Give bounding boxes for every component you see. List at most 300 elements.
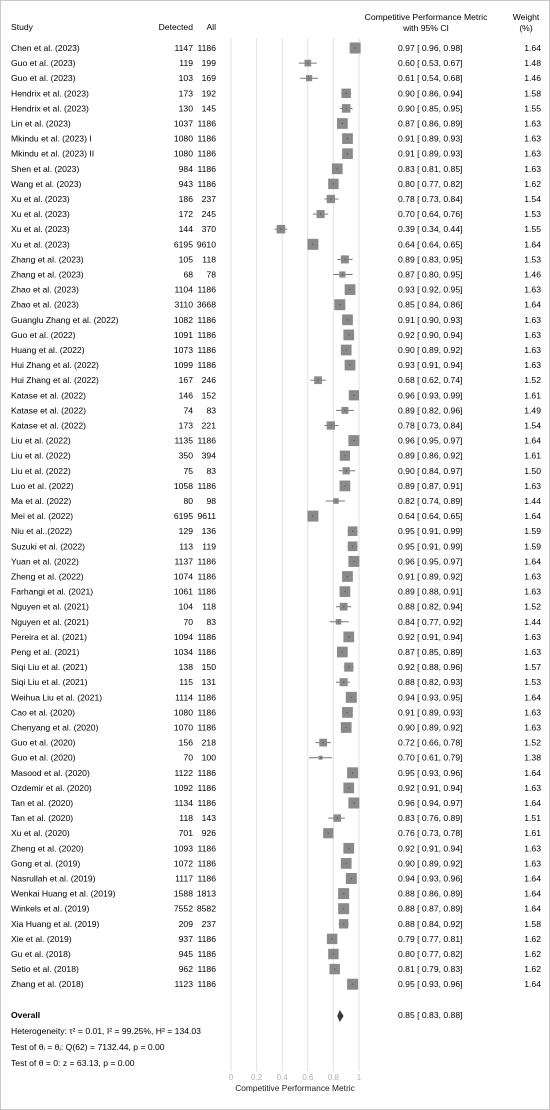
detected-count: 1099 (173, 360, 193, 371)
effect-point (320, 757, 321, 758)
study-name: Hui Zhang et al. (2022) (11, 360, 99, 371)
effect-point (320, 214, 321, 215)
effect-point (353, 802, 354, 803)
weight-text: 1.64 (524, 979, 541, 990)
total-count: 169 (201, 73, 216, 84)
detected-count: 1082 (173, 314, 193, 325)
effect-ci-text: 0.92 [ 0.91, 0.94] (398, 782, 463, 793)
study-name: Shen et al. (2023) (11, 163, 80, 174)
effect-point (343, 908, 344, 909)
effect-ci-text: 0.68 [ 0.62, 0.74] (398, 375, 463, 386)
total-count: 78 (206, 269, 216, 280)
detected-count: 937 (178, 933, 193, 944)
effect-point (353, 561, 354, 562)
detected-count: 75 (183, 465, 193, 476)
weight-text: 1.62 (524, 933, 541, 944)
overall-label: Overall (11, 1010, 41, 1020)
effect-point (333, 183, 334, 184)
effect-point (349, 365, 350, 366)
weight-text: 1.63 (524, 118, 541, 129)
effect-point (346, 863, 347, 864)
study-name: Yuan et al. (2022) (11, 556, 79, 567)
study-name: Chen et al. (2023) (11, 43, 80, 53)
weight-text: 1.58 (524, 918, 541, 929)
study-name: Guo et al. (2023) (11, 73, 76, 84)
detected-count: 119 (179, 58, 193, 69)
weight-text: 1.64 (524, 435, 541, 446)
total-count: 1186 (197, 767, 216, 778)
total-count: 1186 (197, 133, 216, 144)
detected-count: 113 (179, 541, 193, 552)
weight-text: 1.63 (524, 571, 541, 582)
effect-point (312, 244, 313, 245)
detected-count: 7552 (173, 903, 193, 914)
detected-count: 1080 (173, 148, 193, 159)
effect-ci-text: 0.88 [ 0.84, 0.92] (398, 918, 463, 929)
study-name: Mei et al. (2022) (11, 511, 74, 522)
effect-ci-text: 0.91 [ 0.89, 0.93] (398, 148, 463, 159)
effect-ci-text: 0.90 [ 0.89, 0.92] (398, 345, 463, 355)
effect-ci-text: 0.96 [ 0.93, 0.99] (398, 390, 463, 401)
effect-point (353, 440, 354, 441)
total-count: 1186 (197, 314, 216, 325)
weight-text: 1.53 (524, 209, 541, 220)
effect-ci-text: 0.83 [ 0.81, 0.85] (398, 163, 463, 174)
effect-ci-text: 0.85 [ 0.84, 0.86] (398, 299, 463, 310)
effect-ci-text: 0.64 [ 0.64, 0.65] (398, 239, 463, 250)
total-count: 218 (201, 737, 216, 748)
study-name: Liu et al. (2022) (11, 450, 71, 461)
study-name: Gong et al. (2019) (11, 858, 81, 869)
total-count: 143 (201, 813, 216, 824)
study-name: Peng et al. (2021) (11, 647, 80, 657)
x-tick-label: 0.2 (251, 1073, 263, 1082)
effect-ci-text: 0.91 [ 0.90, 0.93] (398, 314, 463, 325)
detected-count: 74 (183, 405, 193, 416)
weight-text: 1.63 (524, 329, 541, 340)
header-metric: Competitive Performance Metric (364, 12, 488, 22)
effect-point (344, 485, 345, 486)
header-weight-unit: (%) (519, 23, 533, 33)
total-count: 150 (201, 662, 216, 673)
detected-count: 115 (179, 677, 193, 688)
total-count: 370 (201, 224, 216, 235)
detected-count: 1034 (173, 647, 193, 657)
weight-text: 1.64 (524, 798, 541, 808)
effect-ci-text: 0.90 [ 0.89, 0.92] (398, 722, 463, 733)
effect-ci-text: 0.78 [ 0.73, 0.84] (398, 420, 463, 431)
effect-point (346, 349, 347, 350)
effect-ci-text: 0.95 [ 0.91, 0.99] (398, 526, 463, 537)
weight-text: 1.64 (524, 299, 541, 310)
study-name: Nasrullah et al. (2019) (11, 873, 96, 884)
total-count: 1186 (197, 43, 216, 53)
effect-point (347, 712, 348, 713)
study-name: Setio et al. (2018) (11, 964, 79, 975)
detected-count: 1135 (174, 435, 193, 446)
study-name: Ma et al. (2022) (11, 496, 72, 506)
effect-ci-text: 0.87 [ 0.80, 0.95] (398, 269, 463, 280)
effect-point (323, 742, 324, 743)
detected-count: 156 (178, 737, 193, 748)
detected-count: 1061 (173, 586, 193, 597)
total-count: 221 (201, 420, 216, 431)
total-count: 1186 (197, 843, 216, 854)
detected-count: 209 (178, 918, 193, 929)
total-count: 118 (202, 254, 216, 265)
weight-text: 1.62 (524, 964, 541, 975)
effect-point (307, 63, 308, 64)
study-name: Mkindu et al. (2023) II (11, 148, 95, 159)
effect-point (352, 546, 353, 547)
study-name: Zhang et al. (2023) (11, 269, 84, 280)
weight-text: 1.54 (524, 194, 541, 204)
study-name: Ozdemir et al. (2020) (11, 782, 92, 793)
effect-ci-text: 0.80 [ 0.77, 0.82] (398, 178, 463, 189)
effect-ci-text: 0.96 [ 0.95, 0.97] (398, 556, 463, 567)
weight-text: 1.63 (524, 631, 541, 642)
effect-ci-text: 0.87 [ 0.85, 0.89] (398, 647, 463, 657)
detected-count: 6195 (173, 511, 193, 522)
total-count: 237 (201, 918, 216, 929)
detected-count: 1080 (173, 707, 193, 718)
effect-point (352, 772, 353, 773)
effect-ci-text: 0.91 [ 0.89, 0.93] (398, 133, 463, 144)
detected-count: 186 (178, 194, 193, 204)
effect-ci-text: 0.88 [ 0.86, 0.89] (398, 888, 463, 899)
detected-count: 1091 (173, 329, 193, 340)
effect-point (330, 198, 331, 199)
study-name: Xu et al. (2023) (11, 194, 70, 204)
weight-text: 1.64 (524, 43, 541, 53)
effect-point (352, 984, 353, 985)
detected-count: 70 (183, 616, 193, 627)
detected-count: 1080 (173, 133, 193, 144)
effect-ci-text: 0.92 [ 0.91, 0.94] (398, 843, 463, 854)
total-count: 1186 (197, 722, 216, 733)
study-name: Siqi Liu et al. (2021) (11, 662, 88, 673)
effect-point (343, 893, 344, 894)
effect-ci-text: 0.91 [ 0.89, 0.92] (398, 571, 463, 582)
detected-count: 70 (183, 752, 193, 763)
study-name: Wang et al. (2023) (11, 178, 82, 189)
effect-ci-text: 0.89 [ 0.86, 0.92] (398, 450, 463, 461)
study-name: Guo et al. (2020) (11, 752, 76, 763)
x-axis-label: Competitive Performance Metric (235, 1083, 355, 1093)
weight-text: 1.63 (524, 345, 541, 355)
effect-point (332, 938, 333, 939)
effect-point (338, 621, 339, 622)
total-count: 131 (201, 677, 216, 688)
effect-ci-text: 0.97 [ 0.96, 0.98] (398, 43, 463, 53)
total-count: 83 (206, 405, 216, 416)
total-count: 1186 (197, 933, 216, 944)
detected-count: 1147 (174, 43, 193, 53)
effect-ci-text: 0.80 [ 0.77, 0.82] (398, 949, 463, 959)
effect-ci-text: 0.96 [ 0.95, 0.97] (398, 435, 463, 446)
weight-text: 1.64 (524, 903, 541, 914)
effect-ci-text: 0.89 [ 0.88, 0.91] (398, 586, 463, 597)
study-name: Xie et al. (2019) (11, 933, 72, 944)
study-name: Suzuki et al. (2022) (11, 541, 86, 552)
effect-point (348, 334, 349, 335)
total-count: 1186 (197, 858, 216, 869)
study-name: Zhang et al. (2018) (11, 979, 84, 990)
detected-count: 103 (178, 73, 193, 84)
weight-text: 1.64 (524, 511, 541, 522)
study-name: Nguyen et al. (2021) (11, 616, 89, 627)
weight-text: 1.55 (524, 224, 541, 235)
study-name: Guo et al. (2023) (11, 58, 76, 69)
effect-point (346, 93, 347, 94)
weight-text: 1.53 (524, 254, 541, 265)
detected-count: 105 (178, 254, 193, 265)
effect-ci-text: 0.88 [ 0.87, 0.89] (398, 903, 463, 914)
study-name: Wenkai Huang et al. (2019) (11, 888, 116, 899)
effect-ci-text: 0.72 [ 0.66, 0.78] (398, 737, 463, 748)
study-name: Luo et al. (2022) (11, 480, 74, 491)
total-count: 118 (202, 601, 216, 612)
effect-point (343, 682, 344, 683)
total-count: 245 (201, 209, 216, 220)
total-count: 394 (201, 450, 216, 461)
effect-ci-text: 0.81 [ 0.79, 0.83] (398, 964, 463, 975)
study-name: Gu et al. (2018) (11, 949, 71, 959)
total-count: 1186 (197, 571, 216, 582)
effect-point (328, 833, 329, 834)
detected-count: 1093 (173, 843, 193, 854)
weight-text: 1.63 (524, 284, 541, 295)
header-detected: Detected (158, 22, 193, 32)
effect-point (348, 667, 349, 668)
detected-count: 118 (179, 813, 193, 824)
homogeneity-test-note: Test of θᵢ = θⱼ: Q(62) = 7132.44, p = 0.00 (11, 1042, 165, 1052)
effect-point (346, 470, 347, 471)
detected-count: 701 (178, 828, 193, 839)
total-count: 145 (201, 103, 216, 114)
detected-count: 173 (178, 88, 193, 99)
effect-point (347, 319, 348, 320)
study-name: Katase et al. (2022) (11, 420, 87, 431)
total-count: 1186 (197, 707, 216, 718)
effect-ci-text: 0.96 [ 0.94, 0.97] (398, 798, 463, 808)
weight-text: 1.63 (524, 858, 541, 869)
total-count: 1186 (197, 329, 216, 340)
study-name: Hui Zhang et al. (2022) (11, 375, 99, 386)
detected-count: 1073 (173, 345, 193, 355)
effect-point (347, 153, 348, 154)
study-name: Chenyang et al. (2020) (11, 722, 99, 733)
study-name: Tan et al. (2020) (11, 798, 74, 808)
total-count: 1186 (197, 949, 216, 959)
study-name: Tan et al. (2020) (11, 813, 74, 824)
weight-text: 1.54 (524, 420, 541, 431)
effect-point (347, 138, 348, 139)
effect-point (344, 410, 345, 411)
effect-ci-text: 0.92 [ 0.88, 0.96] (398, 662, 463, 673)
weight-text: 1.63 (524, 722, 541, 733)
weight-text: 1.64 (524, 767, 541, 778)
total-count: 192 (201, 88, 216, 99)
detected-count: 1094 (173, 631, 193, 642)
x-tick-label: 0 (228, 1073, 234, 1082)
effect-ci-text: 0.64 [ 0.64, 0.65] (398, 511, 463, 522)
effect-ci-text: 0.82 [ 0.74, 0.89] (398, 496, 463, 506)
detected-count: 144 (178, 224, 193, 235)
detected-count: 68 (183, 269, 193, 280)
effect-ci-text: 0.95 [ 0.93, 0.96] (398, 979, 463, 990)
overall-test-note: Test of θ = 0: z = 63.13, p = 0.00 (11, 1058, 135, 1068)
total-count: 119 (202, 541, 216, 552)
effect-ci-text: 0.79 [ 0.77, 0.81] (398, 933, 463, 944)
effect-point (342, 123, 343, 124)
effect-ci-text: 0.39 [ 0.34, 0.44] (398, 224, 463, 235)
effect-ci-text: 0.94 [ 0.93, 0.95] (398, 692, 463, 703)
weight-text: 1.63 (524, 707, 541, 718)
total-count: 1186 (197, 782, 216, 793)
weight-text: 1.63 (524, 360, 541, 371)
chart-frame (1, 1, 550, 1110)
study-name: Katase et al. (2022) (11, 405, 87, 416)
weight-text: 1.49 (524, 405, 541, 416)
weight-text: 1.59 (524, 526, 541, 537)
study-name: Lin et al. (2023) (11, 118, 71, 129)
x-tick-label: 0.6 (302, 1073, 314, 1082)
detected-count: 130 (178, 103, 193, 114)
effect-point (343, 606, 344, 607)
total-count: 246 (201, 375, 216, 386)
effect-ci-text: 0.95 [ 0.93, 0.96] (398, 767, 463, 778)
study-name: Zheng et al. (2020) (11, 843, 84, 854)
total-count: 1186 (197, 178, 216, 189)
study-name: Pereira et al. (2021) (11, 631, 87, 642)
total-count: 1186 (197, 284, 216, 295)
effect-ci-text: 0.84 [ 0.77, 0.92] (398, 616, 463, 627)
study-name: Guo et al. (2022) (11, 329, 76, 340)
weight-text: 1.59 (524, 541, 541, 552)
weight-text: 1.64 (524, 888, 541, 899)
weight-text: 1.64 (524, 873, 541, 884)
weight-text: 1.61 (524, 450, 541, 461)
weight-text: 1.44 (524, 496, 541, 506)
weight-text: 1.63 (524, 843, 541, 854)
study-name: Xu et al. (2023) (11, 209, 70, 220)
detected-count: 1072 (173, 858, 193, 869)
detected-count: 129 (178, 526, 193, 537)
weight-text: 1.52 (524, 375, 541, 386)
effect-point (342, 274, 343, 275)
weight-text: 1.48 (524, 58, 541, 69)
effect-point (330, 425, 331, 426)
effect-ci-text: 0.88 [ 0.82, 0.93] (398, 677, 463, 688)
effect-ci-text: 0.89 [ 0.83, 0.95] (398, 254, 463, 265)
total-count: 1813 (196, 888, 216, 899)
effect-point (348, 636, 349, 637)
detected-count: 943 (178, 178, 193, 189)
effect-point (355, 47, 356, 48)
detected-count: 1123 (174, 979, 193, 990)
effect-ci-text: 0.61 [ 0.54, 0.68] (398, 73, 463, 84)
study-name: Zheng et al. (2022) (11, 571, 84, 582)
detected-count: 138 (178, 662, 193, 673)
study-name: Niu et al..(2022) (11, 526, 73, 537)
effect-point (308, 78, 309, 79)
total-count: 1186 (197, 163, 216, 174)
total-count: 1186 (197, 118, 216, 129)
effect-point (333, 953, 334, 954)
study-name: Liu et al. (2022) (11, 465, 71, 476)
detected-count: 3110 (174, 299, 193, 310)
effect-point (351, 878, 352, 879)
total-count: 1186 (197, 435, 216, 446)
effect-point (342, 651, 343, 652)
study-name: Winkels et al. (2019) (11, 903, 90, 914)
study-name: Nguyen et al. (2021) (11, 601, 89, 612)
effect-point (346, 727, 347, 728)
weight-text: 1.64 (524, 692, 541, 703)
total-count: 3668 (196, 299, 216, 310)
weight-text: 1.46 (524, 269, 541, 280)
study-name: Mkindu et al. (2023) I (11, 133, 92, 144)
effect-ci-text: 0.89 [ 0.82, 0.96] (398, 405, 463, 416)
weight-text: 1.61 (524, 828, 541, 839)
detected-count: 1588 (173, 888, 193, 899)
effect-ci-text: 0.94 [ 0.93, 0.96] (398, 873, 463, 884)
effect-ci-text: 0.83 [ 0.76, 0.89] (398, 813, 463, 824)
total-count: 237 (201, 194, 216, 204)
weight-text: 1.50 (524, 465, 541, 476)
study-name: Xu et al. (2023) (11, 224, 70, 235)
weight-text: 1.61 (524, 390, 541, 401)
study-name: Masood et al. (2020) (11, 767, 90, 778)
effect-point (344, 455, 345, 456)
header-metric-ci: with 95% CI (403, 23, 449, 33)
study-name: Zhang et al. (2023) (11, 254, 84, 265)
detected-count: 167 (178, 375, 193, 386)
weight-text: 1.55 (524, 103, 541, 114)
detected-count: 1134 (174, 798, 193, 808)
effect-ci-text: 0.87 [ 0.86, 0.89] (398, 118, 463, 129)
header-weight: Weight (512, 12, 540, 22)
weight-text: 1.58 (524, 88, 541, 99)
effect-point (344, 591, 345, 592)
effect-point (352, 531, 353, 532)
x-tick-label: 0.8 (327, 1073, 339, 1082)
effect-point (334, 969, 335, 970)
weight-text: 1.64 (524, 239, 541, 250)
effect-ci-text: 0.88 [ 0.82, 0.94] (398, 601, 463, 612)
weight-text: 1.63 (524, 586, 541, 597)
effect-ci-text: 0.92 [ 0.90, 0.94] (398, 329, 463, 340)
total-count: 1186 (197, 631, 216, 642)
detected-count: 984 (178, 163, 193, 174)
effect-ci-text: 0.92 [ 0.91, 0.94] (398, 631, 463, 642)
detected-count: 80 (183, 496, 193, 506)
total-count: 100 (201, 752, 216, 763)
total-count: 8582 (196, 903, 216, 914)
effect-ci-text: 0.89 [ 0.87, 0.91] (398, 480, 463, 491)
total-count: 1186 (197, 480, 216, 491)
effect-point (337, 818, 338, 819)
effect-ci-text: 0.78 [ 0.73, 0.84] (398, 194, 463, 204)
effect-ci-text: 0.60 [ 0.53, 0.67] (398, 58, 463, 69)
header-study: Study (11, 22, 33, 32)
study-name: Xu et al. (2023) (11, 239, 70, 250)
detected-count: 1058 (173, 480, 193, 491)
heterogeneity-note: Heterogeneity: τ² = 0.01, I² = 99.25%, H² = 134.03 (11, 1026, 201, 1036)
weight-text: 1.63 (524, 647, 541, 657)
overall-ci: 0.85 [ 0.83, 0.88] (398, 1010, 463, 1020)
